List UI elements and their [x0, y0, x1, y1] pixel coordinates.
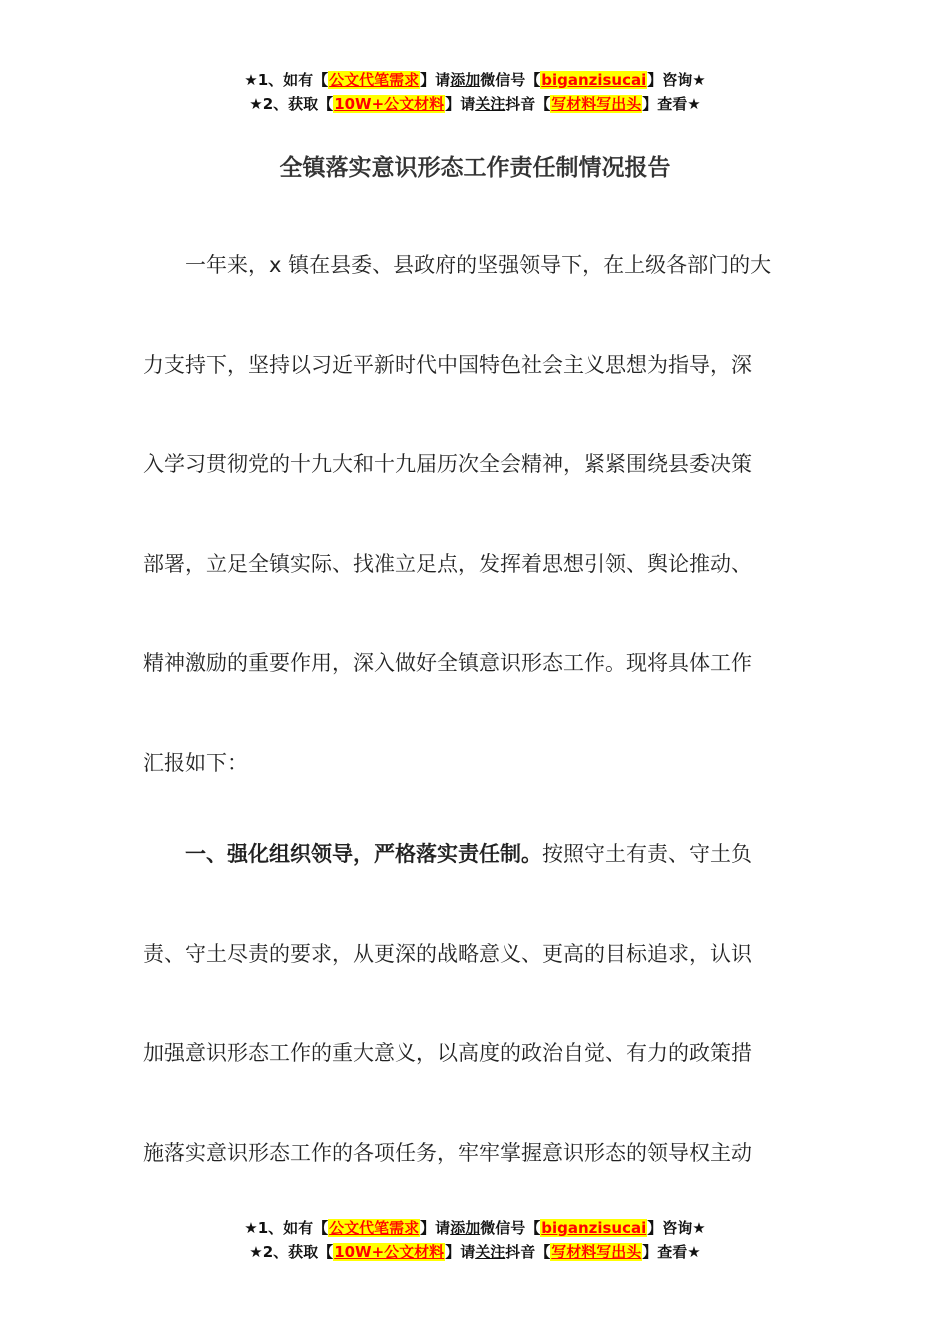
banner-line-2 — [0, 1240, 950, 1264]
highlight-douyin-account: 写材料写出头 — [551, 95, 642, 113]
paragraph-line: 部署，立足全镇实际、找准立足点，发挥着思想引领、舆论推动、 — [143, 551, 752, 576]
highlight-service: 公文代笔需求 — [329, 71, 420, 89]
underline-follow: 关注 — [475, 1243, 506, 1261]
banner-text: ★1、如有【 — [244, 71, 329, 89]
paragraph-intro — [143, 216, 807, 813]
banner-text: 】咨询★ — [647, 71, 706, 89]
banner-text: 】请 — [420, 1219, 451, 1237]
banner-text: ★1、如有【 — [244, 1219, 329, 1237]
underline-add: 添加 — [450, 1219, 481, 1237]
highlight-materials: 10W+公文材料 — [334, 95, 445, 113]
highlight-wechat-id: biganzisucai — [541, 71, 647, 89]
paragraph-section-1 — [143, 805, 807, 1203]
paragraph-line: 力支持下，坚持以习近平新时代中国特色社会主义思想为指导，深 — [143, 352, 752, 377]
banner-line-2 — [0, 92, 950, 116]
paragraph-line: 汇报如下： — [143, 750, 248, 775]
paragraph-line: 责、守土尽责的要求，从更深的战略意义、更高的目标追求，认识 — [143, 941, 752, 966]
banner-text: 】请 — [445, 95, 476, 113]
banner-text: 】查看★ — [642, 95, 701, 113]
banner-text: 】请 — [420, 71, 451, 89]
banner-text: 抖音【 — [505, 95, 551, 113]
banner-text: 】查看★ — [642, 1243, 701, 1261]
highlight-service: 公文代笔需求 — [329, 1219, 420, 1237]
underline-add: 添加 — [450, 71, 481, 89]
banner-text: 抖音【 — [505, 1243, 551, 1261]
paragraph-line: 施落实意识形态工作的各项任务，牢牢掌握意识形态的领导权主动 — [143, 1140, 752, 1165]
underline-follow: 关注 — [475, 95, 506, 113]
paragraph-line: 一年来，x 镇在县委、县政府的坚强领导下，在上级各部门的大 — [185, 253, 772, 277]
banner-text: 】请 — [445, 1243, 476, 1261]
highlight-douyin-account: 写材料写出头 — [551, 1243, 642, 1261]
top-banner — [0, 68, 950, 116]
section-heading: 一、强化组织领导，严格落实责任制。 — [185, 842, 542, 866]
document-title: 全镇落实意识形态工作责任制情况报告 — [279, 155, 671, 181]
banner-text: 微信号【 — [480, 1219, 541, 1237]
highlight-wechat-id: biganzisucai — [541, 1219, 647, 1237]
paragraph-line — [143, 805, 807, 905]
paragraph-line: 加强意识形态工作的重大意义，以高度的政治自觉、有力的政策措 — [143, 1041, 752, 1065]
banner-line-1 — [0, 1216, 950, 1240]
paragraph-line: 入学习贯彻党的十九大和十九届历次全会精神，紧紧围绕县委决策 — [143, 452, 752, 476]
banner-line-1 — [0, 68, 950, 92]
bottom-banner — [0, 1216, 950, 1264]
banner-text: ★2、获取【 — [249, 95, 334, 113]
highlight-materials: 10W+公文材料 — [334, 1243, 445, 1261]
section-text: 按照守土有责、守土负 — [542, 842, 752, 866]
banner-text: 】咨询★ — [647, 1219, 706, 1237]
paragraph-line: 精神激励的重要作用，深入做好全镇意识形态工作。现将具体工作 — [143, 651, 752, 675]
banner-text: ★2、获取【 — [249, 1243, 334, 1261]
banner-text: 微信号【 — [480, 71, 541, 89]
